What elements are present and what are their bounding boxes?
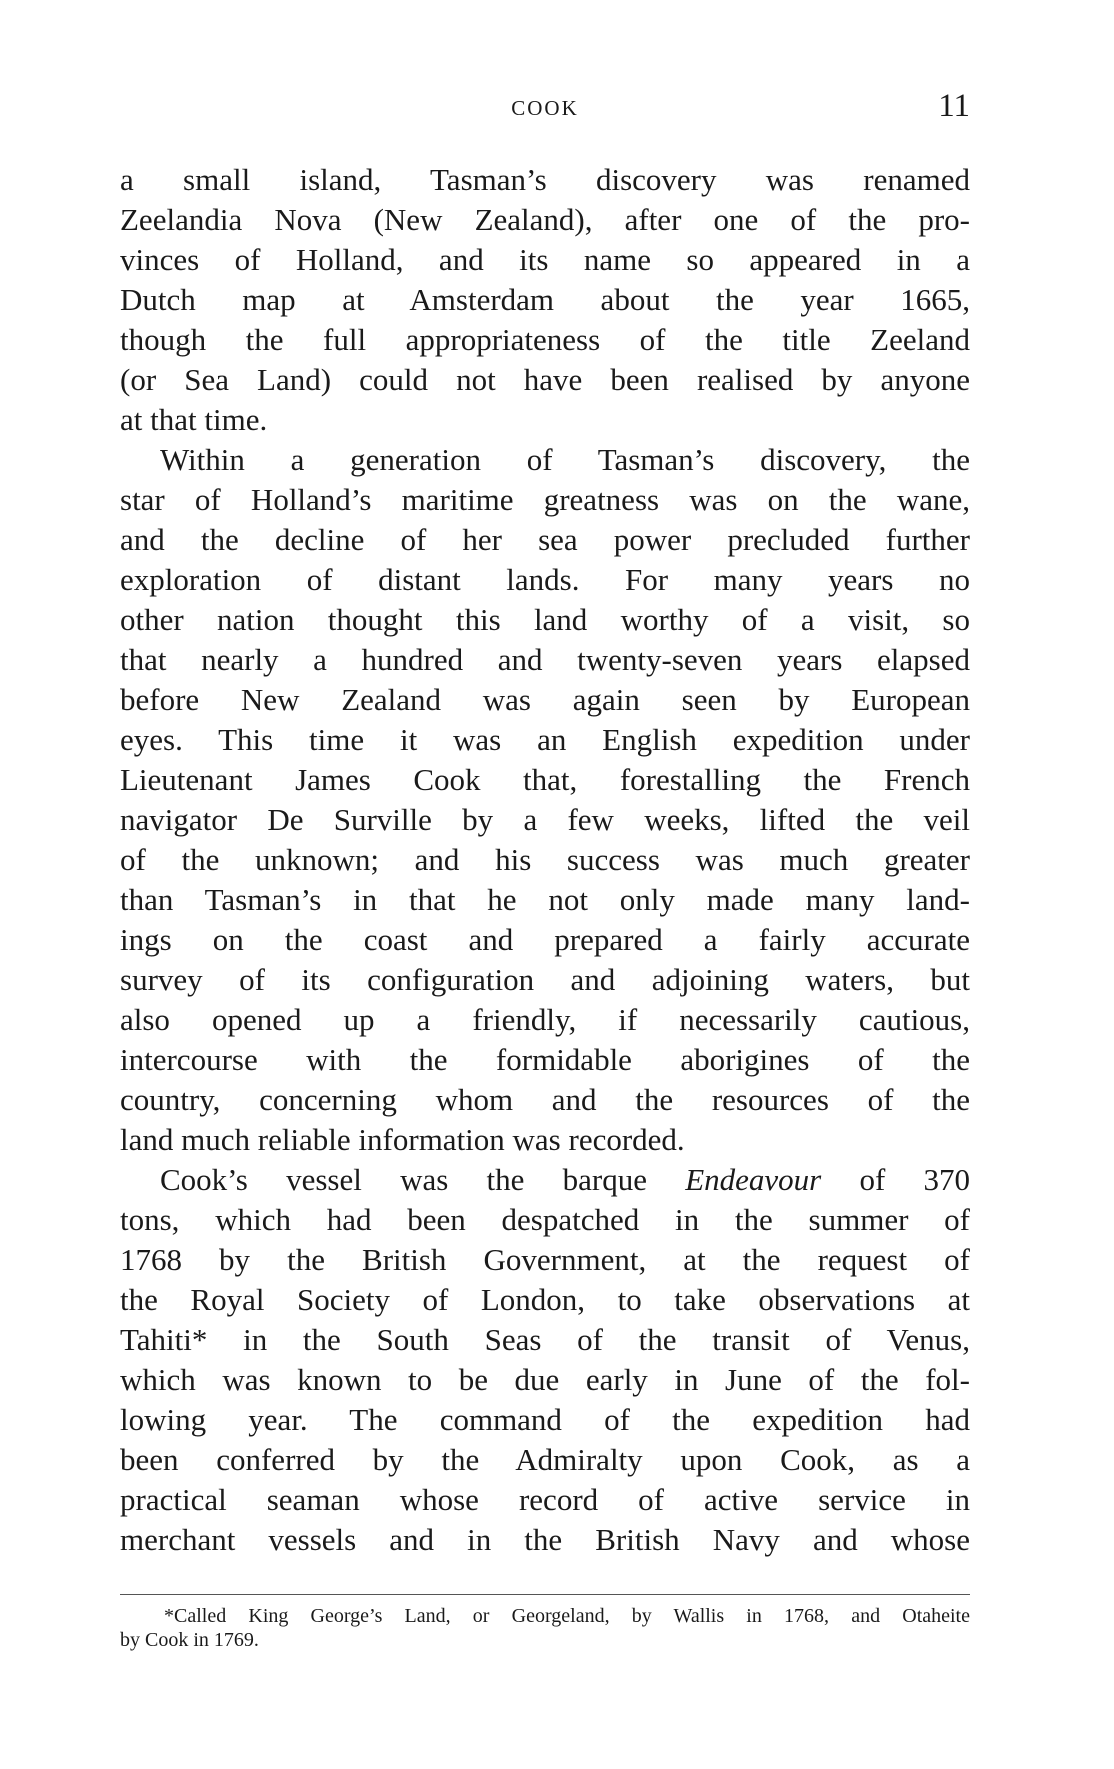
text-line: than Tasman’s in that he not only made many land- [120,882,970,917]
paragraph-2 [120,440,970,1160]
text-line: ings on the coast and prepared a fairly accurate [120,922,970,957]
text-line: lowing year. The command of the expedition had [120,1402,970,1437]
text-line: Within a generation of Tasman’s discovery, the [160,442,970,477]
text-line: been conferred by the Admiralty upon Cook, as a [120,1442,970,1477]
text-line: star of Holland’s maritime greatness was on the wane, [120,482,970,517]
page-number: 11 [938,88,970,124]
footnote-line: by Cook in 1769. [120,1629,259,1651]
text-line: eyes. This time it was an English expedition under [120,722,970,757]
text-fragment: Cook’s vessel was the barque [160,1162,686,1197]
text-line: a small island, Tasman’s discovery was renamed [120,162,970,197]
text-line: land much reliable information was recorded. [120,1122,685,1157]
text-line: intercourse with the formidable aborigines of the [120,1042,970,1077]
text-line: vinces of Holland, and its name so appeared in a [120,242,970,277]
paragraph-1 [120,160,970,440]
text-line: also opened up a friendly, if necessarily cautious, [120,1002,970,1037]
text-line: the Royal Society of London, to take observations at [120,1282,970,1317]
text-line: which was known to be due early in June of the fol- [120,1362,970,1397]
text-line: though the full appropriateness of the title Zeeland [120,322,970,357]
text-line: (or Sea Land) could not have been realised by anyone [120,362,970,397]
text-line: at that time. [120,402,268,437]
text-fragment: of 370 [821,1162,970,1197]
text-line: survey of its configuration and adjoining waters, but [120,962,970,997]
text-line: that nearly a hundred and twenty-seven years elapsed [120,642,970,677]
paragraph-3 [120,1160,970,1560]
footnote-line: *Called King George’s Land, or Georgeland, by Wallis in 1768, and Otaheite [164,1605,970,1627]
text-line: Tahiti* in the South Seas of the transit of Venus, [120,1322,970,1357]
text-line: Zeelandia Nova (New Zealand), after one of the pro- [120,202,970,237]
text-line [120,1160,970,1200]
ship-name: Endeavour [685,1162,822,1197]
text-line: exploration of distant lands. For many years no [120,562,970,597]
text-line: of the unknown; and his success was much greater [120,842,970,877]
text-line: and the decline of her sea power precluded further [120,522,970,557]
text-line: Dutch map at Amsterdam about the year 1665, [120,282,970,317]
text-line: practical seaman whose record of active service in [120,1482,970,1517]
body-text [120,160,970,1560]
text-line: merchant vessels and in the British Navy and whose [120,1522,970,1557]
footnote [120,1604,970,1652]
text-line: before New Zealand was again seen by European [120,682,970,717]
text-line: navigator De Surville by a few weeks, lifted the veil [120,802,970,837]
text-line: tons, which had been despatched in the summer of [120,1202,970,1237]
footnote-rule [120,1594,970,1595]
text-line: country, concerning whom and the resources of the [120,1082,970,1117]
text-line: other nation thought this land worthy of a visit, so [120,602,970,637]
running-title: COOK [511,96,579,120]
text-line: Lieutenant James Cook that, forestalling the French [120,762,970,797]
running-head [120,88,970,132]
text-line: 1768 by the British Government, at the request of [120,1242,970,1277]
